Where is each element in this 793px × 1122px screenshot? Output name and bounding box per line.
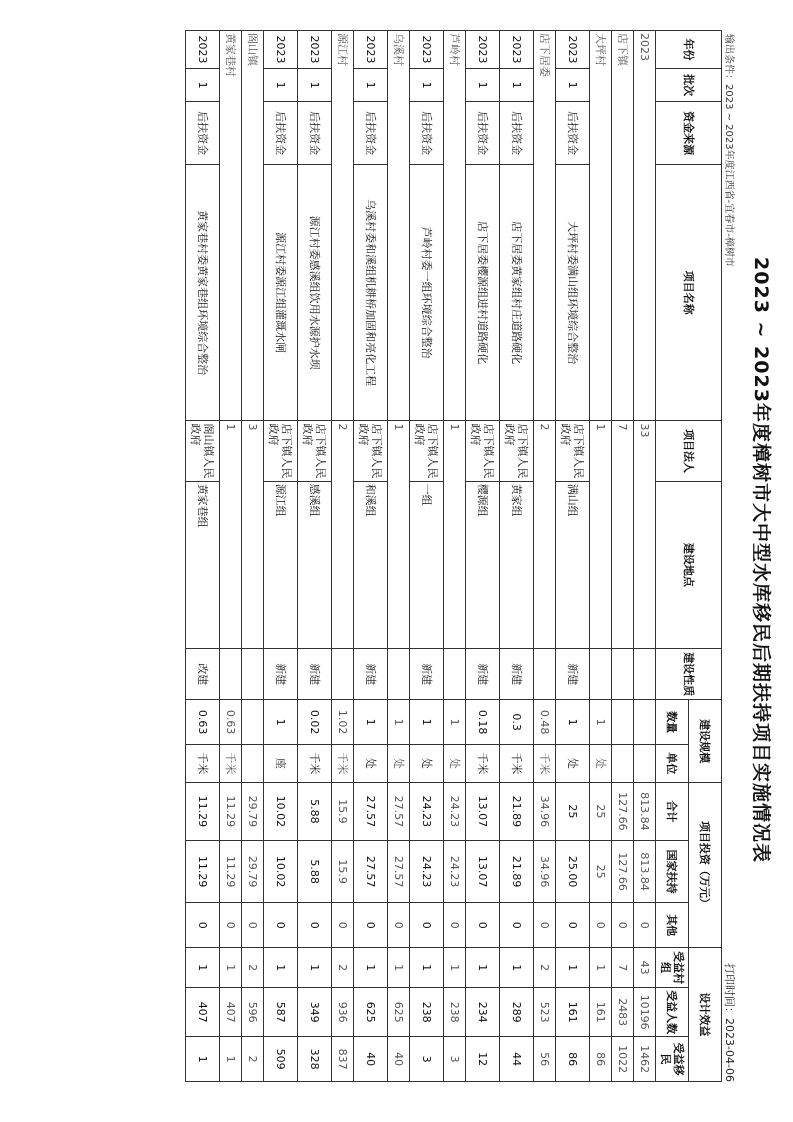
cell-benefit-people: 238 (410, 988, 444, 1037)
cell-benefit-people: 587 (264, 988, 298, 1037)
header-project-owner: 项目法人 (656, 421, 722, 481)
cell-scale-qty (612, 700, 634, 745)
cell-location: 黄家组 (500, 481, 534, 648)
cell-scale-unit: 千米 (466, 744, 500, 782)
cell-nature: 新建 (354, 649, 388, 700)
group-count: 1 (220, 421, 242, 649)
cell-batch: 1 (264, 68, 298, 101)
cell-inv-total: 34.96 (534, 782, 556, 840)
cell-inv-national: 24.23 (444, 840, 466, 902)
cell-nature (444, 649, 466, 700)
cell-benefit-villages: 2 (242, 948, 264, 988)
cell-benefit-migrants: 40 (388, 1037, 410, 1082)
cell-benefit-villages: 7 (612, 948, 634, 988)
cell-benefit-villages: 1 (410, 948, 444, 988)
table-body (186, 31, 656, 1082)
table-row (466, 31, 500, 1082)
cell-fund-source: 后扶资金 (186, 102, 220, 164)
cell-scale-unit (634, 744, 656, 782)
cell-year: 2023 (186, 31, 220, 69)
cell-benefit-migrants: 3 (410, 1037, 444, 1082)
cell-location: 源江组 (264, 481, 298, 648)
cell-location: 满山组 (556, 481, 590, 648)
group-label: 2023 (634, 31, 656, 421)
header-benefit: 设计效益 (689, 948, 722, 1082)
cell-nature (612, 649, 634, 700)
cell-benefit-villages: 1 (220, 948, 242, 988)
cell-benefit-villages: 1 (556, 948, 590, 988)
cell-scale-qty: 0.48 (534, 700, 556, 745)
cell-location: 黄家巷组 (186, 481, 220, 648)
filter-condition: 输出条件：2023 ~ 2023年度江西省-宜春市-樟树市 (723, 34, 734, 267)
rotated-page (16, 30, 776, 1090)
cell-inv-national: 25 (590, 840, 612, 902)
cell-project-owner: 店下镇人民政府 (298, 421, 332, 481)
summary-row (634, 31, 656, 1082)
cell-benefit-migrants: 328 (298, 1037, 332, 1082)
cell-scale-qty: 1 (388, 700, 410, 745)
cell-inv-total: 127.66 (612, 782, 634, 840)
table-row (556, 31, 590, 1082)
header-fund-source: 资金来源 (656, 102, 722, 164)
summary-row (388, 31, 410, 1082)
cell-scale-unit (242, 744, 264, 782)
cell-nature: 新建 (556, 649, 590, 700)
cell-benefit-villages: 2 (534, 948, 556, 988)
cell-inv-other: 0 (186, 903, 220, 948)
cell-scale-unit: 千米 (298, 744, 332, 782)
table-row (298, 31, 332, 1082)
header-inv-national: 国家扶持 (656, 840, 689, 902)
cell-scale-unit (612, 744, 634, 782)
cell-project-owner: 店下镇人民政府 (264, 421, 298, 481)
cell-location: 一组 (410, 481, 444, 648)
group-label: 阁山镇 (242, 31, 264, 421)
cell-fund-source: 后扶资金 (264, 102, 298, 164)
cell-year: 2023 (466, 31, 500, 69)
cell-batch: 1 (186, 68, 220, 101)
cell-inv-national: 11.29 (186, 840, 220, 902)
cell-scale-qty: 0.18 (466, 700, 500, 745)
cell-inv-total: 11.29 (220, 782, 242, 840)
summary-row (590, 31, 612, 1082)
cell-nature: 改建 (186, 649, 220, 700)
header-scale-qty: 数量 (656, 700, 689, 745)
cell-inv-national: 10.02 (264, 840, 298, 902)
cell-project-name: 源江村委源江组灌溉水闸 (264, 164, 298, 421)
cell-batch: 1 (410, 68, 444, 101)
cell-inv-other: 0 (444, 903, 466, 948)
cell-nature (534, 649, 556, 700)
cell-project-name: 大坪村委满山组环境综合整治 (556, 164, 590, 421)
header-scale-unit: 单位 (656, 744, 689, 782)
group-count: 2 (332, 421, 354, 649)
group-count: 2 (534, 421, 556, 649)
cell-benefit-people: 407 (220, 988, 242, 1037)
cell-inv-total: 24.23 (444, 782, 466, 840)
cell-inv-national: 34.96 (534, 840, 556, 902)
header-inv-total: 合计 (656, 782, 689, 840)
cell-scale-qty (242, 700, 264, 745)
cell-project-name: 芦岭村委一组环境综合整治 (410, 164, 444, 421)
cell-benefit-migrants: 86 (590, 1037, 612, 1082)
header-scale: 建设规模 (689, 700, 722, 783)
group-label: 大坪村 (590, 31, 612, 421)
cell-inv-total: 27.57 (388, 782, 410, 840)
cell-scale-qty: 1 (354, 700, 388, 745)
cell-fund-source: 后扶资金 (354, 102, 388, 164)
cell-inv-other: 0 (612, 903, 634, 948)
cell-fund-source: 后扶资金 (466, 102, 500, 164)
cell-benefit-people: 161 (590, 988, 612, 1037)
cell-inv-total: 29.79 (242, 782, 264, 840)
cell-scale-unit: 处 (410, 744, 444, 782)
group-label: 店下镇 (612, 31, 634, 421)
cell-scale-qty: 0.63 (186, 700, 220, 745)
table-row (354, 31, 388, 1082)
cell-benefit-people: 2483 (612, 988, 634, 1037)
cell-benefit-villages: 1 (388, 948, 410, 988)
cell-fund-source: 后扶资金 (500, 102, 534, 164)
cell-scale-unit: 座 (264, 744, 298, 782)
cell-inv-other: 0 (466, 903, 500, 948)
cell-benefit-people: 936 (332, 988, 354, 1037)
group-count: 1 (444, 421, 466, 649)
cell-inv-total: 27.57 (354, 782, 388, 840)
page-title: 2023 ~ 2023年度樟树市大中型水库移民后期扶持项目实施情况表 (750, 257, 772, 863)
cell-nature (242, 649, 264, 700)
cell-location: 感溪组 (298, 481, 332, 648)
table-row (500, 31, 534, 1082)
cell-scale-qty: 1 (410, 700, 444, 745)
cell-nature (634, 649, 656, 700)
cell-inv-other: 0 (242, 903, 264, 948)
header-benefit-migrants: 受益移民 (656, 1037, 689, 1082)
cell-inv-national: 127.66 (612, 840, 634, 902)
cell-location: 和溪组 (354, 481, 388, 648)
cell-year: 2023 (354, 31, 388, 69)
cell-benefit-people: 523 (534, 988, 556, 1037)
cell-year: 2023 (410, 31, 444, 69)
cell-inv-total: 15.9 (332, 782, 354, 840)
cell-batch: 1 (556, 68, 590, 101)
cell-project-name: 店下居委黄家组村庄道路硬化 (500, 164, 534, 421)
cell-nature: 新建 (298, 649, 332, 700)
cell-inv-other: 0 (220, 903, 242, 948)
cell-project-name: 乌溪村委和溪组机耕桥加固和亮化工程 (354, 164, 388, 421)
cell-inv-total: 13.07 (466, 782, 500, 840)
cell-benefit-villages: 1 (590, 948, 612, 988)
cell-scale-qty: 0.63 (220, 700, 242, 745)
cell-inv-other: 0 (264, 903, 298, 948)
cell-inv-national: 27.57 (354, 840, 388, 902)
cell-benefit-people: 625 (388, 988, 410, 1037)
cell-benefit-migrants: 1462 (634, 1037, 656, 1082)
summary-row (332, 31, 354, 1082)
cell-inv-total: 25 (590, 782, 612, 840)
cell-fund-source: 后扶资金 (556, 102, 590, 164)
project-table (185, 30, 722, 1082)
cell-benefit-villages: 1 (354, 948, 388, 988)
cell-benefit-people: 625 (354, 988, 388, 1037)
summary-row (534, 31, 556, 1082)
group-label: 源江村 (332, 31, 354, 421)
cell-nature: 新建 (500, 649, 534, 700)
header-year: 年份 (656, 31, 722, 69)
group-label: 黄家巷村 (220, 31, 242, 421)
summary-row (242, 31, 264, 1082)
cell-inv-other: 0 (410, 903, 444, 948)
cell-benefit-villages: 2 (332, 948, 354, 988)
cell-benefit-migrants: 1022 (612, 1037, 634, 1082)
cell-benefit-migrants: 44 (500, 1037, 534, 1082)
cell-inv-national: 5.88 (298, 840, 332, 902)
cell-benefit-migrants: 509 (264, 1037, 298, 1082)
cell-benefit-people: 407 (186, 988, 220, 1037)
cell-inv-other: 0 (556, 903, 590, 948)
table-row (264, 31, 298, 1082)
cell-benefit-people: 289 (500, 988, 534, 1037)
cell-scale-unit: 千米 (220, 744, 242, 782)
cell-inv-total: 813.84 (634, 782, 656, 840)
cell-benefit-villages: 1 (264, 948, 298, 988)
cell-benefit-villages: 1 (466, 948, 500, 988)
cell-scale-qty: 1 (264, 700, 298, 745)
cell-nature (590, 649, 612, 700)
cell-benefit-villages: 1 (186, 948, 220, 988)
cell-fund-source: 后扶资金 (410, 102, 444, 164)
cell-project-owner: 店下镇人民政府 (410, 421, 444, 481)
cell-scale-unit: 处 (590, 744, 612, 782)
header-location: 建设地点 (656, 481, 722, 648)
cell-inv-national: 11.29 (220, 840, 242, 902)
header-batch: 批次 (656, 68, 722, 101)
cell-year: 2023 (500, 31, 534, 69)
cell-inv-national: 25.00 (556, 840, 590, 902)
group-count: 7 (612, 421, 634, 649)
header-nature: 建设性质 (656, 649, 722, 700)
cell-inv-total: 5.88 (298, 782, 332, 840)
cell-inv-total: 21.89 (500, 782, 534, 840)
cell-scale-unit: 千米 (332, 744, 354, 782)
cell-project-owner: 店下镇人民政府 (500, 421, 534, 481)
print-time: 打印时间：2023-04-06 (723, 963, 736, 1082)
cell-inv-total: 24.23 (410, 782, 444, 840)
cell-inv-other: 0 (534, 903, 556, 948)
group-label: 芦岭村 (444, 31, 466, 421)
cell-project-owner: 阁山镇人民政府 (186, 421, 220, 481)
cell-inv-national: 29.79 (242, 840, 264, 902)
cell-benefit-people: 234 (466, 988, 500, 1037)
cell-batch: 1 (354, 68, 388, 101)
cell-project-name: 店下居委樱源组进村道路硬化 (466, 164, 500, 421)
cell-nature: 新建 (264, 649, 298, 700)
cell-fund-source: 后扶资金 (298, 102, 332, 164)
cell-nature: 新建 (410, 649, 444, 700)
cell-scale-unit: 千米 (186, 744, 220, 782)
cell-inv-other: 0 (354, 903, 388, 948)
table-row (410, 31, 444, 1082)
cell-inv-national: 813.84 (634, 840, 656, 902)
header-project-name: 项目名称 (656, 164, 722, 421)
cell-benefit-migrants: 2 (242, 1037, 264, 1082)
cell-inv-other: 0 (590, 903, 612, 948)
cell-batch: 1 (466, 68, 500, 101)
cell-project-name: 黄家巷村委黄家巷组环境综合整治 (186, 164, 220, 421)
cell-scale-qty: 1.02 (332, 700, 354, 745)
cell-benefit-migrants: 1 (220, 1037, 242, 1082)
cell-benefit-migrants: 1 (186, 1037, 220, 1082)
group-count: 33 (634, 421, 656, 649)
group-label: 乌溪村 (388, 31, 410, 421)
cell-inv-national: 21.89 (500, 840, 534, 902)
cell-scale-unit: 千米 (534, 744, 556, 782)
cell-inv-other: 0 (388, 903, 410, 948)
cell-project-owner: 店下镇人民政府 (466, 421, 500, 481)
cell-scale-qty (634, 700, 656, 745)
cell-scale-unit: 处 (388, 744, 410, 782)
cell-nature: 新建 (466, 649, 500, 700)
group-count: 3 (242, 421, 264, 649)
cell-benefit-villages: 43 (634, 948, 656, 988)
cell-year: 2023 (264, 31, 298, 69)
group-count: 1 (590, 421, 612, 649)
cell-benefit-people: 161 (556, 988, 590, 1037)
header-row-1 (689, 31, 722, 1082)
cell-year: 2023 (298, 31, 332, 69)
cell-inv-other: 0 (634, 903, 656, 948)
cell-benefit-people: 238 (444, 988, 466, 1037)
cell-inv-total: 10.02 (264, 782, 298, 840)
table-row (186, 31, 220, 1082)
cell-inv-national: 24.23 (410, 840, 444, 902)
summary-row (612, 31, 634, 1082)
cell-project-name: 源江村委感溪组饮用水源护水坝 (298, 164, 332, 421)
cell-benefit-villages: 1 (444, 948, 466, 988)
cell-inv-other: 0 (332, 903, 354, 948)
cell-benefit-migrants: 837 (332, 1037, 354, 1082)
cell-scale-qty: 1 (590, 700, 612, 745)
cell-nature (332, 649, 354, 700)
cell-year: 2023 (556, 31, 590, 69)
cell-benefit-migrants: 56 (534, 1037, 556, 1082)
cell-batch: 1 (298, 68, 332, 101)
cell-benefit-migrants: 3 (444, 1037, 466, 1082)
cell-scale-qty: 1 (444, 700, 466, 745)
cell-batch: 1 (500, 68, 534, 101)
cell-inv-other: 0 (500, 903, 534, 948)
cell-nature (388, 649, 410, 700)
cell-benefit-migrants: 12 (466, 1037, 500, 1082)
header-benefit-villages: 受益村组 (656, 948, 689, 988)
cell-benefit-villages: 1 (298, 948, 332, 988)
cell-benefit-people: 596 (242, 988, 264, 1037)
cell-inv-total: 25 (556, 782, 590, 840)
cell-benefit-people: 10196 (634, 988, 656, 1037)
cell-benefit-villages: 1 (500, 948, 534, 988)
cell-scale-qty: 0.02 (298, 700, 332, 745)
cell-inv-total: 11.29 (186, 782, 220, 840)
cell-benefit-people: 349 (298, 988, 332, 1037)
cell-project-owner: 店下镇人民政府 (354, 421, 388, 481)
summary-row (444, 31, 466, 1082)
cell-inv-national: 15.9 (332, 840, 354, 902)
group-count: 1 (388, 421, 410, 649)
cell-scale-unit: 处 (556, 744, 590, 782)
cell-benefit-migrants: 86 (556, 1037, 590, 1082)
group-label: 店下居委 (534, 31, 556, 421)
cell-scale-unit: 处 (354, 744, 388, 782)
cell-nature (220, 649, 242, 700)
header-inv-other: 其他 (656, 903, 689, 948)
cell-location: 樱源组 (466, 481, 500, 648)
summary-row (220, 31, 242, 1082)
cell-inv-national: 27.57 (388, 840, 410, 902)
cell-project-owner: 店下镇人民政府 (556, 421, 590, 481)
cell-inv-national: 13.07 (466, 840, 500, 902)
header-investment: 项目投资（万元） (689, 782, 722, 947)
cell-benefit-migrants: 40 (354, 1037, 388, 1082)
cell-scale-unit: 处 (444, 744, 466, 782)
cell-scale-qty: 0.3 (500, 700, 534, 745)
cell-inv-other: 0 (298, 903, 332, 948)
cell-scale-qty: 1 (556, 700, 590, 745)
header-benefit-people: 受益人数 (656, 988, 689, 1037)
cell-scale-unit: 千米 (500, 744, 534, 782)
